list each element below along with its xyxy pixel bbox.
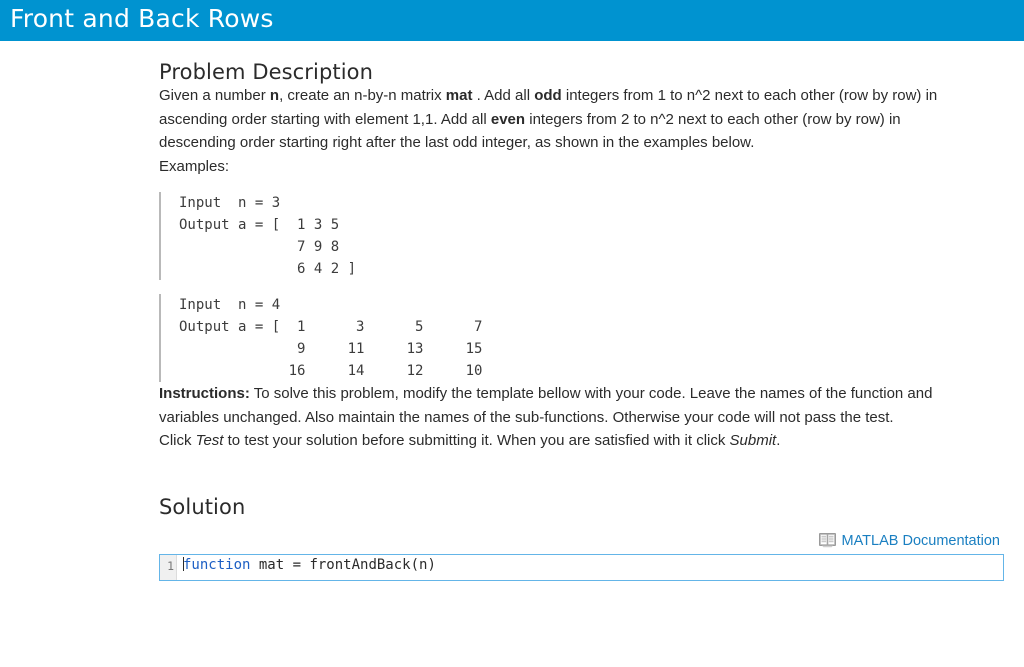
click-text-2: to test your solution before submitting it. When you are satisfied with it click bbox=[223, 432, 730, 449]
desc-bold-odd: odd bbox=[534, 87, 562, 104]
examples-label: Examples: bbox=[159, 157, 230, 175]
instructions-paragraph bbox=[159, 382, 980, 429]
desc-bold-n: n bbox=[269, 87, 280, 104]
desc-bold-mat: mat bbox=[445, 87, 473, 104]
line-number-1: 1 bbox=[167, 558, 174, 573]
submit-italic: Submit bbox=[729, 432, 777, 449]
doc-link-row bbox=[159, 533, 1000, 549]
click-test-paragraph bbox=[159, 429, 981, 453]
example-2-line-1: Input n = 4 bbox=[179, 297, 281, 313]
code-editor[interactable] bbox=[159, 554, 1004, 581]
test-italic: Test bbox=[195, 432, 224, 449]
instructions-label: Instructions: bbox=[159, 385, 250, 402]
problem-description-paragraph bbox=[159, 84, 980, 155]
desc-text-3: . Add all bbox=[472, 87, 535, 104]
example-2-line-4: 16 14 12 10 bbox=[179, 363, 483, 379]
solution-heading: Solution bbox=[159, 494, 246, 519]
desc-text-4: integers from 1 to n^2 next to each other (row by row) in ascending order starting with element 1,1. Add all bbox=[159, 87, 938, 128]
desc-text-1: Given a number bbox=[159, 87, 270, 104]
content-column bbox=[159, 41, 1000, 581]
example-1-line-2: Output a = [ 1 3 5 bbox=[179, 217, 340, 233]
doc-link-label: MATLAB Documentation bbox=[841, 532, 1000, 549]
app-header bbox=[0, 0, 1024, 41]
book-icon bbox=[819, 533, 836, 548]
example-block-n3 bbox=[159, 192, 981, 280]
example-2-line-2: Output a = [ 1 3 5 7 bbox=[179, 319, 483, 335]
example-1-line-4: 6 4 2 ] bbox=[179, 261, 357, 277]
instructions-text: To solve this problem, modify the template bellow with your code. Leave the names of the function and variables unchanged. Also maintain the names of the sub-functions. Otherwise your code will not pass the test. bbox=[159, 385, 933, 426]
example-1-line-3: 7 9 8 bbox=[179, 239, 340, 255]
code-line-1-rest: mat = frontAndBack(n) bbox=[250, 556, 436, 573]
click-text-3: . bbox=[776, 432, 781, 449]
matlab-documentation-link[interactable] bbox=[819, 533, 1001, 549]
page-title: Front and Back Rows bbox=[10, 4, 274, 33]
example-2-line-3: 9 11 13 15 bbox=[179, 341, 483, 357]
desc-text-2: , create an n-by-n matrix bbox=[279, 87, 446, 104]
desc-bold-even: even bbox=[490, 110, 526, 128]
desc-text-5: integers from 2 to n^2 next to each other (row by row) in descending order starting right after the last odd integer, as shown in the examples below. bbox=[159, 110, 901, 151]
section-spacer bbox=[159, 453, 981, 495]
code-text-area[interactable] bbox=[177, 555, 1003, 580]
problem-description-heading: Problem Description bbox=[159, 60, 374, 84]
click-text-1: Click bbox=[159, 432, 196, 449]
main-content bbox=[0, 41, 1024, 581]
example-block-n4 bbox=[159, 294, 981, 382]
code-keyword-function: function bbox=[183, 556, 251, 573]
example-1-line-1: Input n = 3 bbox=[179, 195, 281, 211]
code-gutter bbox=[160, 555, 177, 580]
